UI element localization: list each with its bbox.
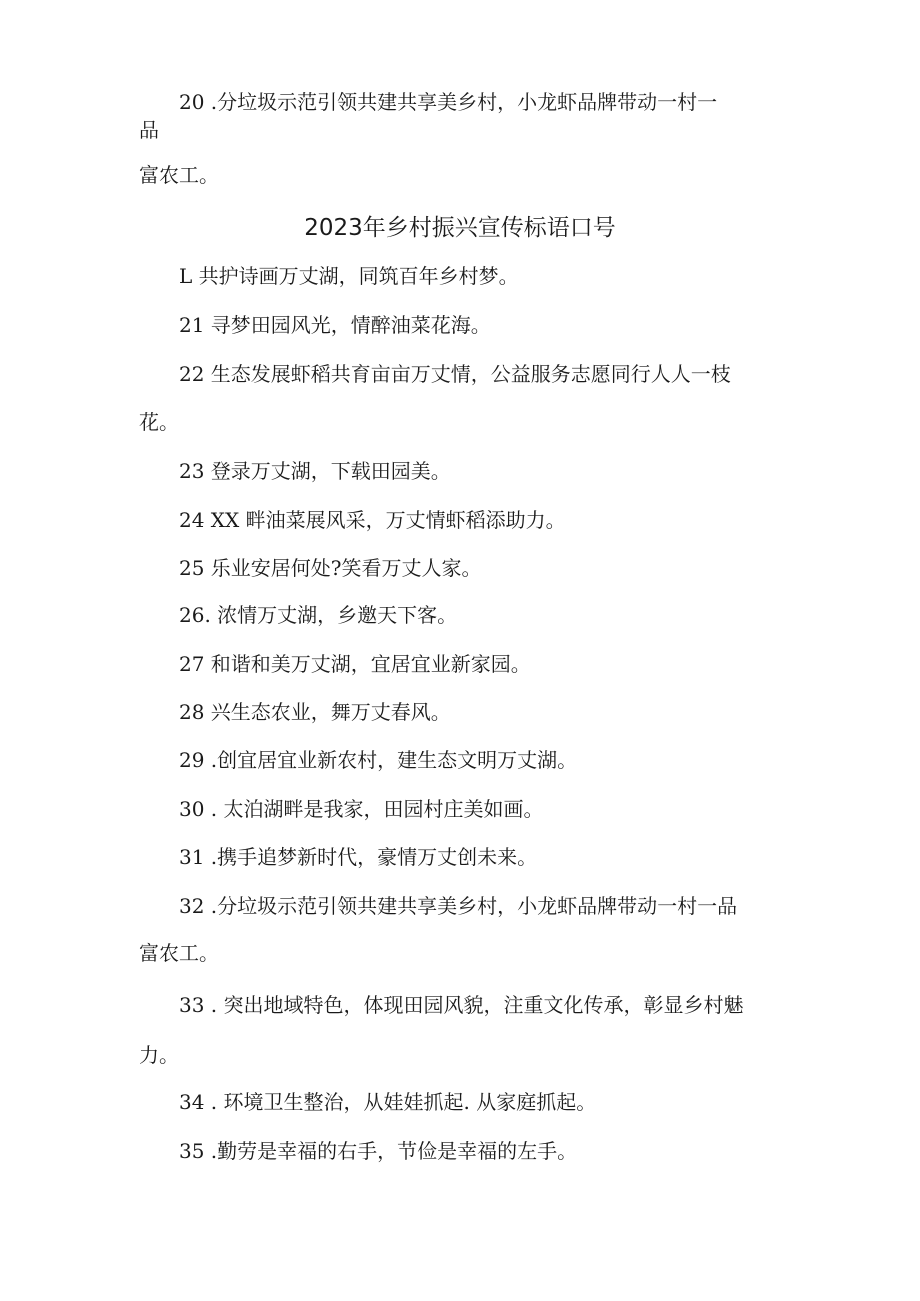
list-item: 26. 浓情万丈湖，乡邀天下客。	[179, 603, 458, 627]
list-item-continuation: 力。	[139, 1043, 179, 1067]
item-20-line-2: 品	[139, 118, 159, 142]
list-item: 22 生态发展虾稻共育亩亩万丈情，公益服务志愿同行人人一枝	[179, 362, 731, 386]
list-item: 32 .分垃圾示范引领共建共享美乡村，小龙虾品牌带动一村一品	[179, 894, 738, 918]
list-item: 21 寻梦田园风光，情醉油菜花海。	[179, 313, 491, 337]
list-item-continuation: 花。	[139, 410, 179, 434]
page-title: 2023年乡村振兴宣传标语口号	[304, 215, 616, 241]
list-item: 31 .携手追梦新时代，豪情万丈创未来。	[179, 845, 538, 869]
list-item: 27 和谐和美万丈湖，宜居宜业新家园。	[179, 652, 531, 676]
list-item: 25 乐业安居何处?笑看万丈人家。	[179, 556, 482, 580]
list-item: 28 兴生态农业，舞万丈春风。	[179, 700, 451, 724]
list-item: 35 .勤劳是幸福的右手，节俭是幸福的左手。	[179, 1139, 578, 1163]
list-item: 24 XX 畔油菜展风采，万丈情虾稻添助力。	[179, 508, 566, 532]
list-item: 29 .创宜居宜业新农村，建生态文明万丈湖。	[179, 748, 578, 772]
list-item: 30 . 太泊湖畔是我家，田园村庄美如画。	[179, 797, 544, 821]
list-item: 23 登录万丈湖，下载田园美。	[179, 459, 451, 483]
list-item: 34 . 环境卫生整治，从娃娃抓起. 从家庭抓起。	[179, 1090, 597, 1114]
item-20-line-1: 20 .分垃圾示范引领共建共享美乡村，小龙虾品牌带动一村一	[179, 90, 718, 114]
list-item-continuation: 富农工。	[139, 941, 219, 965]
item-20-line-3: 富农工。	[139, 163, 219, 187]
list-item: L 共护诗画万丈湖，同筑百年乡村梦。	[179, 264, 519, 288]
list-item: 33 . 突出地域特色，体现田园风貌，注重文化传承，彰显乡村魅	[179, 993, 744, 1017]
